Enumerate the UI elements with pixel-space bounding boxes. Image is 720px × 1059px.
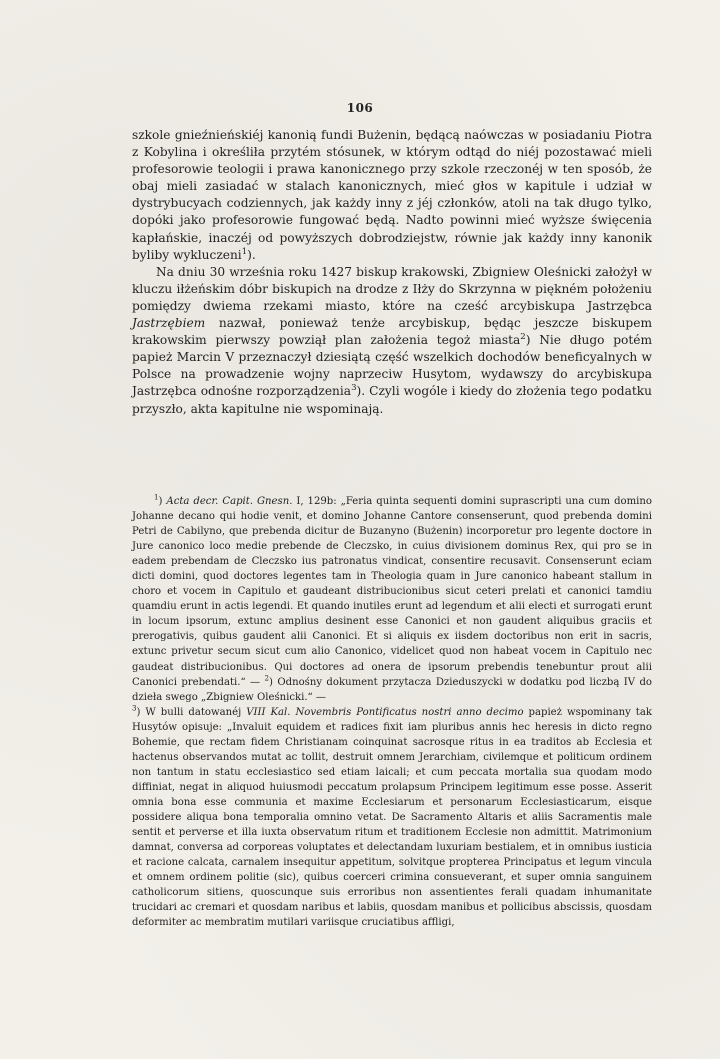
footnotes bbox=[132, 494, 652, 930]
page-number: 106 bbox=[346, 101, 374, 115]
footnote-1-paren: ) bbox=[158, 496, 167, 507]
footnote-1-text: I, 129b: „Feria quinta sequenti domini suprascripti una cum domino Johanne decano qui hodie venit, et domino Johanne Cantore consenserunt, quod prebenda domini Petri de Cabilyno, que prebenda dicitur de Buzanyno (Bużenin) incorporetur pro legente doctore in Jure canonico loco medie prebende de Cleczsko, in cuius divisionem dominus Rex, qui pro se in eadem prebendam de Cleczsko ius patronatus vindicat, consentire recusavit. Consenserunt eciam dicti domini, quod doctores legentes tam in Theologia quam in Jure canonico habeant stallum in choro et vocem in Capitulo et gaudeant distribucionibus sicut ceteri prelati et canonici tamdiu quamdiu erunt in actis legendi. Et quando inutiles erunt ad legendum et alii electi et surrogati erunt in locum ipsorum, extunc amplius desinent esse Canonici et non gaudent aliquibus graciis et prerogativis, quibus gaudent alii Canonici. Et si aliquis ex iisdem doctoribus non erit in sacris, extunc privetur secum sicut cum alio Canonico, videlicet quod non habeat vocem in Capitulo nec gaudeat distribucionibus. Qui doctores ad onera de ipsorum prebendis tenebuntur prout alii Canonici prebendati.“ — bbox=[132, 496, 652, 688]
paragraph-2-text-a: Na dniu 30 września roku 1427 biskup krakowski, Zbigniew Oleśnicki założył w kluczu iłżeńskim dóbr biskupich na drodze z Iłży do Skrzynna w piękném położeniu pomiędzy dwiema rzekami miasto, które na cześć arcybiskupa Jastrzębca bbox=[132, 264, 652, 313]
footnote-ref-1: 1 bbox=[241, 246, 248, 257]
footnote-3-marker: 3 bbox=[132, 703, 137, 713]
footnote-ref-3: 3 bbox=[351, 383, 357, 394]
footnote-3-text-b: papież wspominany tak Husytów opisuje: „Invaluit equidem et radices fixit iam pluribus annis hec heresis in dicto regno Bohemie, que rectam fidem Christianam coinquinat sacrosque ritus in ea traditos ab Ecclesia et hactenus observandos mutat ac tollit, destruit omnem Jerarchiam, civilemque et politicum ordinem non tantum in statu ecclesiastico sed etiam laicali; et cum peccata mortalia sua quodam modo diffiniat, negat in aliquod huiusmodi peccatum prolapsum Principem legitimum esse posse. Asserit omnia bona esse communia et maxime Ecclesiarum et personarum Ecclesiasticarum, eisque possidere aliqua bona temporalia omnino vetat. De Sacramento Altaris et aliis Sacramentis male sentit et perverse et illa iuxta observatum ritum et traditionem Ecclesie non admittit. Matrimonium damnat, conversa ad corporeas voluptates et delectandam luxuriam bestialem, et in omnibus iusticia et racione calcata, carnalem insequitur appetitum, solvitque propterea Principatus et legum vincula et omnem ordinem politie (sic), quibus coerceri crimina consueverant, et super omnia sanguinem catholicorum sitiens, quoscunque suis erroribus non assentientes ferali quadam inhumanitate trucidari ac cremari et quosdam naribus et labiis, quosdam manibus et pollicibus abscissis, quosdam deformiter ac membratim mutilari variisque cruciatibus affligi, bbox=[132, 706, 652, 929]
footnote-ref-2: 2 bbox=[520, 332, 526, 343]
footnote-1 bbox=[132, 494, 652, 705]
paragraph-2-text-d: ). Czyli wogóle i kiedy do złożenia tego podatku przyszło, akta kapitulne nie wspominają. bbox=[132, 384, 653, 416]
paragraph-1-end: ). bbox=[247, 247, 256, 262]
footnote-3-text-a: ) W bulli datowanéj bbox=[136, 706, 247, 718]
footnote-2-marker: 2 bbox=[264, 673, 270, 683]
paragraph-1-text: szkole gnieźnieńskiéj kanonią fundi Bużenin, będącą naówczas w posiadaniu Piotra z Kobylina i określiła przytém stósunek, w którym odtąd do niéj pozostawać mieli profesorowie teologii i prawa kanonicznego przy szkole rzeczonéj w ten sposób, że obaj mieli zasiadać w stalach kanonicznych, mieć głos w kapitule i udział w dystrybucyach codziennych, jak każdy inny z jéj członków, atoli na tak długo tylko, dopóki jako profesorowie fungować będą. Nadto powinni mieć wyższe święcenia kapłańskie, inaczéj od powyższych dobrodziejstw, równie jak każdy inny kanonik byliby wykluczeni bbox=[132, 128, 652, 262]
footnote-3-date: VIII Kal. Novembris Pontificatus nostri anno decimo bbox=[246, 706, 524, 718]
footnote-1-marker: 1 bbox=[154, 492, 159, 502]
paragraph-2 bbox=[132, 264, 652, 418]
paragraph-2-italic: Jastrzębiem bbox=[132, 316, 206, 331]
paragraph-2-text-c: ) Nie długo potém papież Marcin V przeznaczył dziesiątą część wszelkich dochodów beneficyalnych w Polsce na prowadzenie wojny naprzeciw Husytom, wydawszy do arcybiskupa Jastrzębca odnośne rozporządzenia bbox=[132, 333, 653, 399]
paragraph-1 bbox=[132, 127, 652, 264]
footnote-1-source: Acta decr. Capit. Gnesn. bbox=[166, 496, 293, 507]
main-text bbox=[132, 127, 652, 418]
footnote-2-text: ) Odnośny dokument przytacza Dzieduszycki w dodatku pod liczbą IV do dzieła swego „Zbigniew Oleśnicki.“ — bbox=[132, 676, 652, 703]
paragraph-2-text-b: nazwał, ponieważ tenże arcybiskup, będąc jeszcze biskupem krakowskim pierwszy powziął plan założenia tegoż miasta bbox=[132, 316, 653, 348]
footnote-3 bbox=[132, 705, 652, 931]
